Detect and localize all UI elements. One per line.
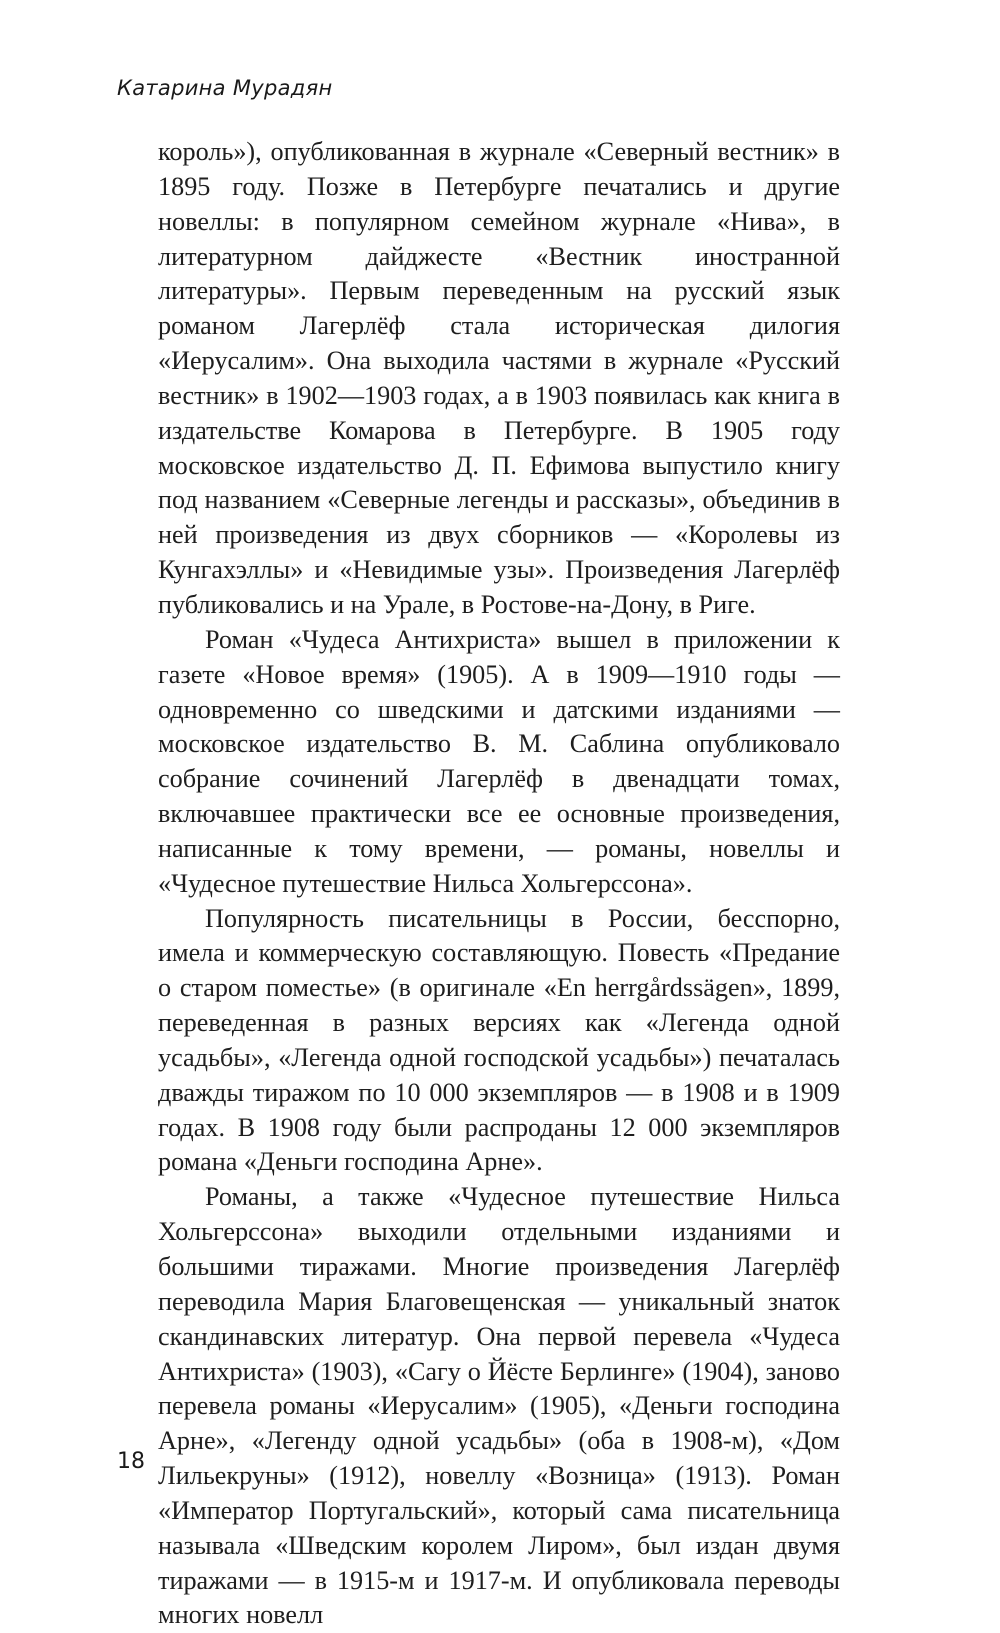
paragraph-3: Популярность писательницы в России, бесспорно, имела и коммерческую составляющую. Повесть «Предание о старом поместье» (в оригинале «En herrgårdssägen», 1899, переведенная в разных версиях как «Легенда одной усадьбы», «Легенда одной господской усадьбы») печаталась дважды тиражом по 10 000 экземпляров — в 1908 и в 1909 годах. В 1908 году были распроданы 12 000 экземпляров романа «Деньги господина Арне». (158, 903, 840, 1177)
paragraph-2: Роман «Чудеса Антихриста» вышел в приложении к газете «Новое время» (1905). А в 1909—1910 годы — одновременно со шведскими и датскими изданиями — московское издательство В. М. Саблина опубликовало собрание сочинений Лагерлёф в двенадцати томах, включавшее практически все ее основные произведения, написанные к тому времени, — романы, новеллы и «Чудесное путешествие Нильса Хольгерссона». (158, 624, 840, 898)
body-text (158, 135, 840, 1633)
page-number: 18 (117, 1449, 145, 1474)
running-head-author: Катарина Мурадян (117, 76, 333, 100)
paragraph-1: король»), опубликованная в журнале «Северный вестник» в 1895 году. Позже в Петербурге печатались и другие новеллы: в популярном семейном журнале «Нива», в литературном дайджесте «Вестник иностранной литературы». Первым переведенным на русский язык романом Лагерлёф стала историческая дилогия «Иерусалим». Она выходила частями в журнале «Русский вестник» в 1902—1903 годах, а в 1903 появилась как книга в издательстве Комарова в Петербурге. В 1905 году московское издательство Д. П. Ефимова выпустило книгу под названием «Северные легенды и рассказы», объединив в ней произведения из двух сборников — «Королевы из Кунгахэллы» и «Невидимые узы». Произведения Лагерлёф публиковались и на Урале, в Ростове-на-Дону, в Риге. (158, 137, 840, 619)
paragraph-4: Романы, а также «Чудесное путешествие Нильса Хольгерссона» выходили отдельными изданиями и большими тиражами. Многие произведения Лагерлёф переводила Мария Благовещенская — уникальный знаток скандинавских литератур. Она первой перевела «Чудеса Антихриста» (1903), «Сагу о Йёсте Берлинге» (1904), заново перевела романы «Иерусалим» (1905), «Деньги господина Арне», «Легенду одной усадьбы» (оба в 1908-м), «Дом Лильекруны» (1912), новеллу «Возница» (1913). Роман «Император Португальский», который сама писательница называла «Шведским королем Лиром», был издан двумя тиражами — в 1915-м и 1917-м. И опубликовала переводы многих новелл (158, 1182, 840, 1630)
